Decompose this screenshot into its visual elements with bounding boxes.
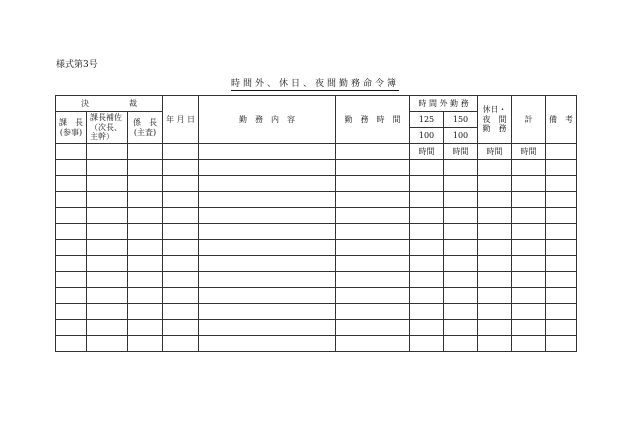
cell[interactable] <box>546 144 577 160</box>
ledger-cell[interactable] <box>163 304 199 320</box>
holiday-night-header: 休日・ 夜 間 勤 務 <box>478 96 512 144</box>
ledger-cell[interactable] <box>199 208 336 224</box>
ledger-cell[interactable] <box>444 320 478 336</box>
work-hours-header: 勤 務 時 間 <box>336 96 410 144</box>
ledger-cell[interactable] <box>336 240 410 256</box>
ledger-cell[interactable] <box>512 176 546 192</box>
unit-label-150: 時間 <box>444 144 478 160</box>
ledger-cell[interactable] <box>512 208 546 224</box>
ledger-cell[interactable] <box>546 288 577 304</box>
ledger-cell[interactable] <box>478 160 512 176</box>
ledger-cell[interactable] <box>87 288 128 304</box>
ledger-cell[interactable] <box>512 304 546 320</box>
ledger-cell[interactable] <box>56 272 87 288</box>
ledger-cell[interactable] <box>87 304 128 320</box>
ledger-cell[interactable] <box>410 256 444 272</box>
ledger-cell[interactable] <box>128 208 163 224</box>
ledger-cell[interactable] <box>512 192 546 208</box>
rate-100-b: 100 <box>444 128 478 144</box>
ledger-cell[interactable] <box>199 272 336 288</box>
ledger-cell[interactable] <box>546 320 577 336</box>
ledger-cell[interactable] <box>87 240 128 256</box>
ledger-cell[interactable] <box>336 288 410 304</box>
ledger-cell[interactable] <box>56 256 87 272</box>
ledger-cell[interactable] <box>199 320 336 336</box>
ledger-row <box>56 224 577 240</box>
ledger-cell[interactable] <box>336 320 410 336</box>
ledger-cell[interactable] <box>163 336 199 352</box>
ledger-cell[interactable] <box>56 192 87 208</box>
ledger-cell[interactable] <box>478 208 512 224</box>
ledger-cell[interactable] <box>199 240 336 256</box>
ledger-cell[interactable] <box>336 176 410 192</box>
ledger-cell[interactable] <box>56 304 87 320</box>
ledger-cell[interactable] <box>336 224 410 240</box>
ledger-cell[interactable] <box>128 256 163 272</box>
ledger-row <box>56 240 577 256</box>
ledger-cell[interactable] <box>478 320 512 336</box>
ledger-cell[interactable] <box>336 256 410 272</box>
ledger-cell[interactable] <box>410 176 444 192</box>
ledger-cell[interactable] <box>336 272 410 288</box>
ledger-cell[interactable] <box>163 272 199 288</box>
ledger-cell[interactable] <box>546 336 577 352</box>
ledger-cell[interactable] <box>163 320 199 336</box>
ledger-cell[interactable] <box>56 224 87 240</box>
ledger-cell[interactable] <box>163 192 199 208</box>
ledger-cell[interactable] <box>163 288 199 304</box>
ledger-cell[interactable] <box>546 176 577 192</box>
cell[interactable] <box>336 144 410 160</box>
ledger-cell[interactable] <box>478 336 512 352</box>
ledger-cell[interactable] <box>87 272 128 288</box>
ledger-cell[interactable] <box>87 192 128 208</box>
ledger-cell[interactable] <box>128 224 163 240</box>
ledger-cell[interactable] <box>444 160 478 176</box>
subsection-chief-header: 係 長 (主査) <box>128 112 163 144</box>
ledger-row <box>56 320 577 336</box>
ledger-cell[interactable] <box>410 304 444 320</box>
ledger-cell[interactable] <box>163 256 199 272</box>
ledger-cell[interactable] <box>128 288 163 304</box>
ledger-cell[interactable] <box>444 304 478 320</box>
work-content-header: 勤 務 内 容 <box>199 96 336 144</box>
ledger-cell[interactable] <box>444 224 478 240</box>
ledger-cell[interactable] <box>199 176 336 192</box>
ledger-cell[interactable] <box>546 192 577 208</box>
ledger-cell[interactable] <box>546 304 577 320</box>
ledger-cell[interactable] <box>512 320 546 336</box>
ledger-cell[interactable] <box>546 256 577 272</box>
remarks-header: 備 考 <box>546 96 577 144</box>
ledger-cell[interactable] <box>478 224 512 240</box>
ledger-row <box>56 192 577 208</box>
ledger-cell[interactable] <box>87 160 128 176</box>
ledger-cell[interactable] <box>56 288 87 304</box>
rate-125: 125 <box>410 112 444 128</box>
ledger-cell[interactable] <box>56 176 87 192</box>
ledger-cell[interactable] <box>546 160 577 176</box>
cell[interactable] <box>199 144 336 160</box>
ledger-cell[interactable] <box>199 304 336 320</box>
ledger-cell[interactable] <box>512 240 546 256</box>
ledger-cell[interactable] <box>87 336 128 352</box>
ledger-cell[interactable] <box>163 224 199 240</box>
ledger-row <box>56 160 577 176</box>
ledger-cell[interactable] <box>512 256 546 272</box>
overtime-header: 時 間 外 勤 務 <box>410 96 478 112</box>
ledger-cell[interactable] <box>410 224 444 240</box>
ledger-cell[interactable] <box>336 336 410 352</box>
total-header: 計 <box>512 96 546 144</box>
ledger-cell[interactable] <box>410 336 444 352</box>
ledger-cell[interactable] <box>410 192 444 208</box>
ledger-cell[interactable] <box>546 208 577 224</box>
ledger-cell[interactable] <box>87 224 128 240</box>
ledger-cell[interactable] <box>87 256 128 272</box>
ledger-cell[interactable] <box>546 272 577 288</box>
ledger-row <box>56 256 577 272</box>
ledger-cell[interactable] <box>163 240 199 256</box>
section-chief-header: 課 長 (参事) <box>56 112 87 144</box>
ledger-cell[interactable] <box>410 240 444 256</box>
ledger-row <box>56 304 577 320</box>
ledger-cell[interactable] <box>56 240 87 256</box>
ledger-cell[interactable] <box>478 176 512 192</box>
ledger-cell[interactable] <box>336 304 410 320</box>
ledger-cell[interactable] <box>199 336 336 352</box>
ledger-cell[interactable] <box>512 336 546 352</box>
ledger-cell[interactable] <box>336 160 410 176</box>
ledger-cell[interactable] <box>444 240 478 256</box>
cell[interactable] <box>163 144 199 160</box>
unit-label-holiday: 時間 <box>478 144 512 160</box>
ledger-cell[interactable] <box>512 288 546 304</box>
overtime-order-ledger-table <box>55 95 577 352</box>
ledger-cell[interactable] <box>478 240 512 256</box>
ledger-cell[interactable] <box>199 256 336 272</box>
ledger-cell[interactable] <box>410 272 444 288</box>
ledger-cell[interactable] <box>410 160 444 176</box>
ledger-cell[interactable] <box>410 288 444 304</box>
ledger-cell[interactable] <box>336 192 410 208</box>
deputy-chief-header: 課長補佐 （次長、 主幹） <box>87 112 128 144</box>
ledger-cell[interactable] <box>546 224 577 240</box>
ledger-cell[interactable] <box>128 176 163 192</box>
ledger-cell[interactable] <box>128 336 163 352</box>
ledger-row <box>56 208 577 224</box>
ledger-cell[interactable] <box>128 320 163 336</box>
ledger-cell[interactable] <box>444 176 478 192</box>
ledger-cell[interactable] <box>163 160 199 176</box>
ledger-cell[interactable] <box>444 272 478 288</box>
form-number: 様式第3号 <box>56 60 98 70</box>
ledger-cell[interactable] <box>56 160 87 176</box>
date-header: 年 月 日 <box>163 96 199 144</box>
ledger-row <box>56 336 577 352</box>
ledger-cell[interactable] <box>478 256 512 272</box>
ledger-row <box>56 272 577 288</box>
document-title-text: 時間外、休日、夜間勤務命令簿 <box>230 79 399 89</box>
cell[interactable] <box>87 144 128 160</box>
ledger-row <box>56 176 577 192</box>
ledger-cell[interactable] <box>478 192 512 208</box>
ledger-cell[interactable] <box>478 288 512 304</box>
ledger-cell[interactable] <box>444 256 478 272</box>
rate-100-a: 100 <box>410 128 444 144</box>
unit-label-125: 時間 <box>410 144 444 160</box>
ledger-cell[interactable] <box>410 320 444 336</box>
ledger-row <box>56 288 577 304</box>
ledger-cell[interactable] <box>512 224 546 240</box>
ledger-cell[interactable] <box>336 208 410 224</box>
ledger-cell[interactable] <box>87 176 128 192</box>
ledger-cell[interactable] <box>444 208 478 224</box>
ledger-cell[interactable] <box>87 208 128 224</box>
ledger-cell[interactable] <box>512 272 546 288</box>
unit-row <box>56 144 577 160</box>
ledger-cell[interactable] <box>199 192 336 208</box>
ledger-cell[interactable] <box>478 272 512 288</box>
ledger-cell[interactable] <box>478 304 512 320</box>
ledger-cell[interactable] <box>128 192 163 208</box>
cell[interactable] <box>128 144 163 160</box>
ledger-cell[interactable] <box>199 224 336 240</box>
ledger-cell[interactable] <box>56 208 87 224</box>
ledger-cell[interactable] <box>128 240 163 256</box>
ledger-cell[interactable] <box>444 192 478 208</box>
ledger-cell[interactable] <box>128 160 163 176</box>
ledger-cell[interactable] <box>444 288 478 304</box>
ledger-cell[interactable] <box>410 208 444 224</box>
ledger-cell[interactable] <box>128 272 163 288</box>
ledger-cell[interactable] <box>56 320 87 336</box>
cell[interactable] <box>56 144 87 160</box>
unit-label-total: 時間 <box>512 144 546 160</box>
rate-150: 150 <box>444 112 478 128</box>
ledger-cell[interactable] <box>87 320 128 336</box>
ledger-cell[interactable] <box>444 336 478 352</box>
document-title <box>0 76 630 89</box>
ledger-cell[interactable] <box>163 176 199 192</box>
ledger-cell[interactable] <box>546 240 577 256</box>
ledger-cell[interactable] <box>199 288 336 304</box>
ledger-cell[interactable] <box>128 304 163 320</box>
kessai-header: 決 裁 <box>56 96 163 112</box>
ledger-cell[interactable] <box>512 160 546 176</box>
ledger-cell[interactable] <box>163 208 199 224</box>
ledger-cell[interactable] <box>199 160 336 176</box>
ledger-cell[interactable] <box>56 336 87 352</box>
